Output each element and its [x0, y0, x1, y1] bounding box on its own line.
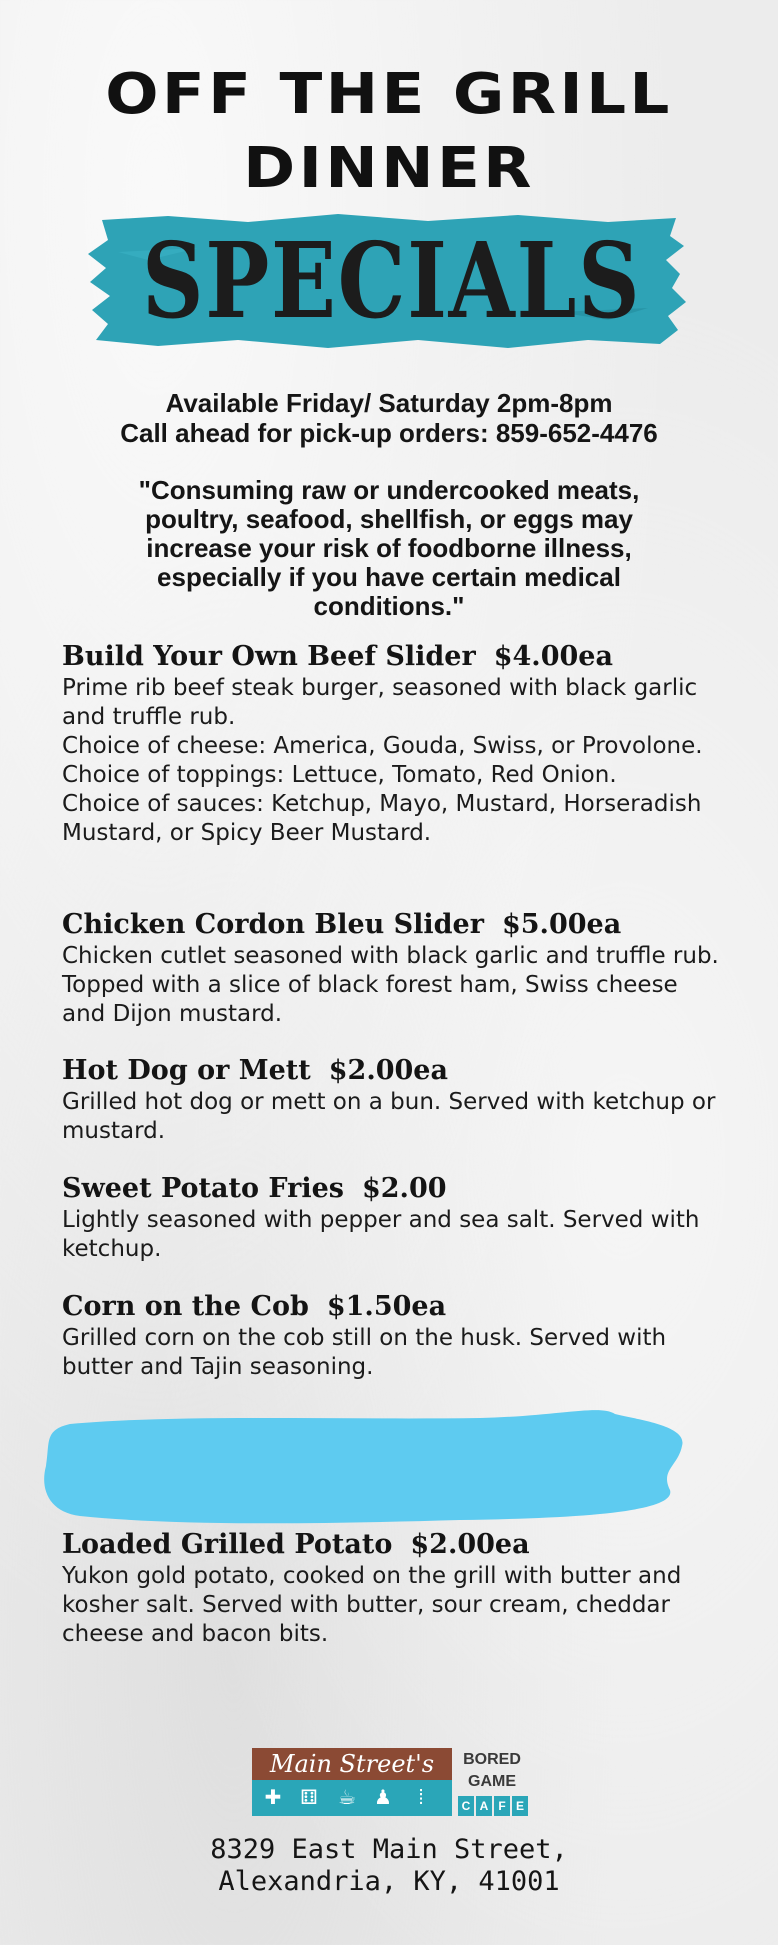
- logo-game: GAME: [468, 1773, 516, 1790]
- domino-icon: ⁞: [418, 1787, 424, 1809]
- dice-icon: ⚅: [300, 1787, 318, 1809]
- menu-item-name: Loaded Grilled Potato: [62, 1529, 393, 1560]
- menu-item-heading: [62, 1290, 722, 1324]
- menu-item-name: Sweet Potato Fries: [62, 1173, 344, 1204]
- menu-item-description: Grilled hot dog or mett on a bun. Served with ketchup or mustard.: [62, 1089, 716, 1144]
- game-pawn-icon: ♟: [374, 1787, 392, 1809]
- menu-item-name: Corn on the Cob: [62, 1291, 309, 1322]
- logo-cafe: [458, 1796, 528, 1816]
- address-line-2: Alexandria, KY, 41001: [218, 1866, 560, 1897]
- menu-item-heading: [62, 908, 722, 942]
- menu-item-corn-on-the-cob: [62, 1290, 722, 1382]
- redaction-scribble: [40, 1400, 690, 1530]
- menu-item-heading: [62, 1528, 722, 1562]
- menu-item-sweet-potato-fries: [62, 1172, 722, 1264]
- menu-item-description: Lightly seasoned with pepper and sea salt. Served with ketchup.: [62, 1207, 700, 1262]
- menu-item-description: Yukon gold potato, cooked on the grill with butter and kosher salt. Served with butter, sour cream, cheddar cheese and bacon bits.: [62, 1563, 682, 1647]
- coffee-cup-icon: ☕: [338, 1787, 356, 1809]
- title-line-2: DINNER: [243, 136, 535, 201]
- menu-item-beef-slider: [62, 640, 722, 848]
- menu-item-price: $2.00ea: [410, 1529, 530, 1560]
- menu-item-price: $5.00ea: [501, 909, 622, 940]
- address-line-1: 8329 East Main Street,: [210, 1834, 568, 1865]
- puzzle-piece-icon: ✚: [264, 1787, 282, 1809]
- menu-item-price: $2.00ea: [328, 1055, 448, 1086]
- title-line-1: OFF THE GRILL: [105, 62, 673, 127]
- logo-cafe-letter: A: [476, 1796, 492, 1816]
- specials-banner: [88, 212, 688, 352]
- menu-item-description: Prime rib beef steak burger, seasoned with black garlic and truffle rub. Choice of cheese: America, Gouda, Swiss, or Provolone. Choice of toppings: Lettuce, Tomato, Red Onion. Choice of sauces: Ketchup, Mayo, Mustard, Horseradish Mustard, or Spicy Beer Mustard.: [62, 675, 703, 846]
- logo-main-street: Main Street's: [252, 1748, 452, 1780]
- logo-cafe-letter: C: [458, 1796, 474, 1816]
- logo-cafe-letter: E: [512, 1796, 528, 1816]
- menu-item-description: Chicken cutlet seasoned with black garlic and truffle rub. Topped with a slice of black forest ham, Swiss cheese and Dijon mustard.: [62, 943, 719, 1027]
- menu-item-heading: [62, 640, 722, 674]
- menu-item-hot-dog: [62, 1054, 722, 1146]
- menu-item-price: $4.00ea: [493, 641, 613, 672]
- food-safety-disclaimer: "Consuming raw or undercooked meats, poultry, seafood, shellfish, or eggs may increase your risk of foodborne illness, especially if you have certain medical conditions.": [138, 475, 640, 621]
- logo-icon-strip: [252, 1780, 452, 1816]
- menu-item-name: Build Your Own Beef Slider: [62, 641, 476, 672]
- menu-item-name: Hot Dog or Mett: [62, 1055, 311, 1086]
- menu-item-description: Grilled corn on the cob still on the husk. Served with butter and Tajin seasoning.: [62, 1325, 667, 1380]
- menu-item-name: Chicken Cordon Bleu Slider: [62, 909, 484, 940]
- logo-cafe-letter: F: [494, 1796, 510, 1816]
- menu-item-heading: [62, 1054, 722, 1088]
- menu-item-price: $1.50ea: [326, 1291, 447, 1322]
- logo-bored: BORED: [463, 1751, 521, 1768]
- cafe-logo: [252, 1748, 530, 1818]
- menu-item-price: $2.00: [361, 1173, 447, 1204]
- availability-text: Available Friday/ Saturday 2pm-8pm: [165, 388, 613, 418]
- specials-heading: SPECIALS: [142, 219, 642, 342]
- menu-item-cordon-bleu-slider: [62, 908, 722, 1029]
- call-ahead-text: Call ahead for pick-up orders: 859-652-4476: [120, 418, 658, 448]
- menu-item-loaded-grilled-potato: [62, 1528, 722, 1649]
- menu-item-heading: [62, 1172, 722, 1206]
